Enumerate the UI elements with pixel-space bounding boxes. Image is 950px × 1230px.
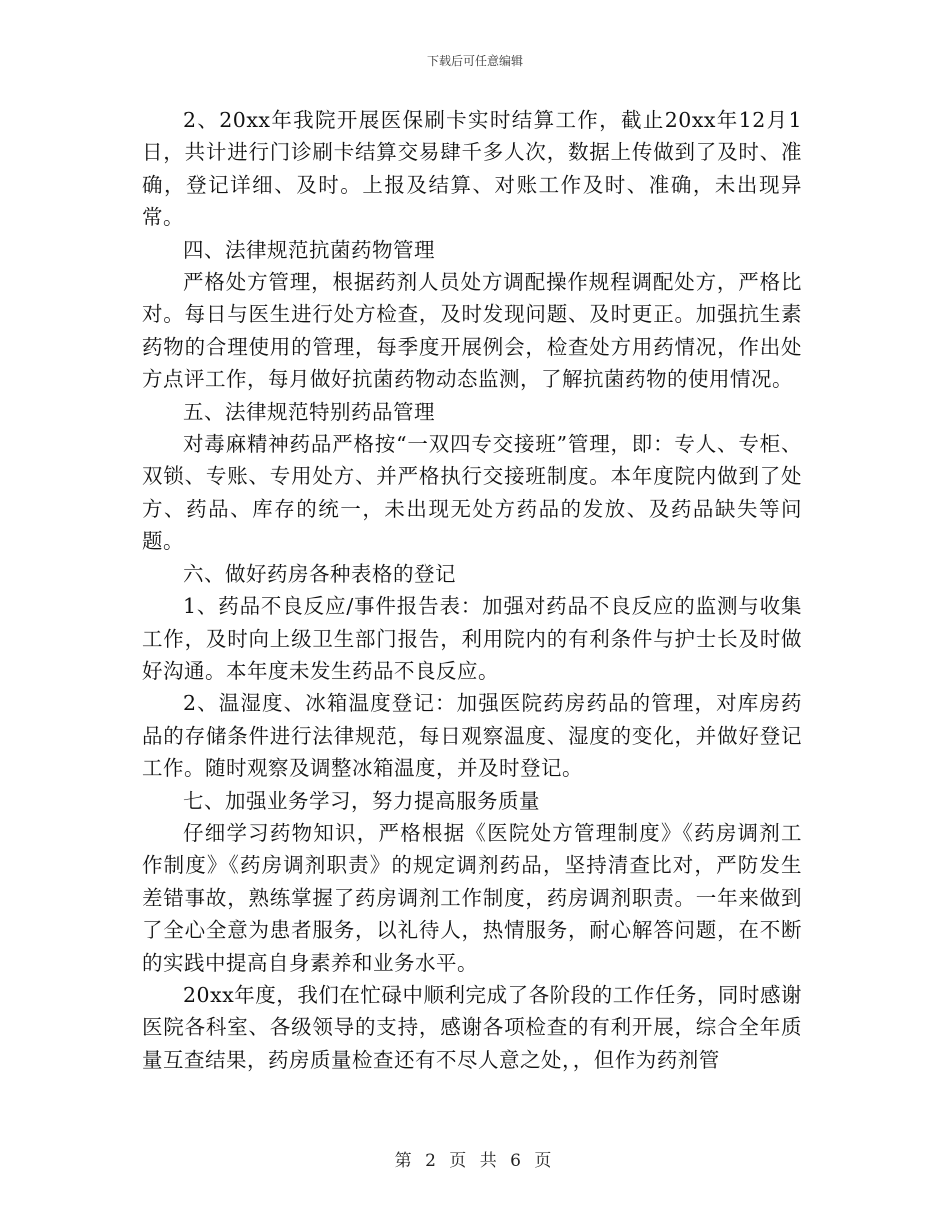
section-heading-antibiotics: 四、法律规范抗菌药物管理 <box>183 237 435 262</box>
section-heading-special-drugs: 五、法律规范特别药品管理 <box>183 399 435 424</box>
paragraph-settlement: 2、20xx年我院开展医保刷卡实时结算工作，截止20xx年12月1日，共计进行门诊刷卡结算交易肆千多人次，数据上传做到了及时、准确，登记详细、及时。上报及结算、对账工作及时、准确，未出现异常。 <box>142 108 802 230</box>
paragraph-narcotics-management: 对毒麻精神药品严格按“一双四专交接班”管理，即：专人、专柜、双锁、专账、专用处方、并严格执行交接班制度。本年度院内做到了处方、药品、库存的统一，未出现无处方药品的发放、及药品缺失等问题。 <box>142 432 802 554</box>
header-note: 下载后可任意编辑 <box>426 54 523 68</box>
paragraph-annual-summary: 20xx年度，我们在忙碌中顺利完成了各阶段的工作任务，同时感谢医院各科室、各级领导的支持，感谢各项检查的有利开展，综合全年质量互查结果，药房质量检查还有不尽人意之处，，但作为药剂管 <box>142 982 802 1072</box>
document-body <box>142 104 802 1076</box>
section-heading-training: 七、加强业务学习，努力提高服务质量 <box>183 788 540 813</box>
page-number: 第 2 页 共 6 页 <box>394 1151 556 1171</box>
paragraph-adverse-reactions: 1、药品不良反应/事件报告表：加强对药品不良反应的监测与收集工作，及时向上级卫生部门报告，利用院内的有利条件与护士长及时做好沟通。本年度未发生药品不良反应。 <box>142 594 802 683</box>
paragraph-temperature-log: 2、温湿度、冰箱温度登记：加强医院药房药品的管理，对库房药品的存储条件进行法律规范，每日观察温度、湿度的变化，并做好登记工作。随时观察及调整冰箱温度，并及时登记。 <box>142 691 802 781</box>
paragraph-prescription-management: 严格处方管理，根据药剂人员处方调配操作规程调配处方，严格比对。每日与医生进行处方检查，及时发现问题、及时更正。加强抗生素药物的合理使用的管理，每季度开展例会，检查处方用药情况，作出处方点评工作，每月做好抗菌药物动态监测，了解抗菌药物的使用情况。 <box>142 270 802 392</box>
paragraph-study: 仔细学习药物知识，严格根据《医院处方管理制度》《药房调剂工作制度》《药房调剂职责》的规定调剂药品，坚持清查比对，严防发生差错事故，熟练掌握了药房调剂工作制度，药房调剂职责。一年来做到了全心全意为患者服务，以礼待人，热情服务，耐心解答问题，在不断的实践中提高自身素养和业务水平。 <box>142 820 802 975</box>
section-heading-forms: 六、做好药房各种表格的登记 <box>183 561 456 586</box>
